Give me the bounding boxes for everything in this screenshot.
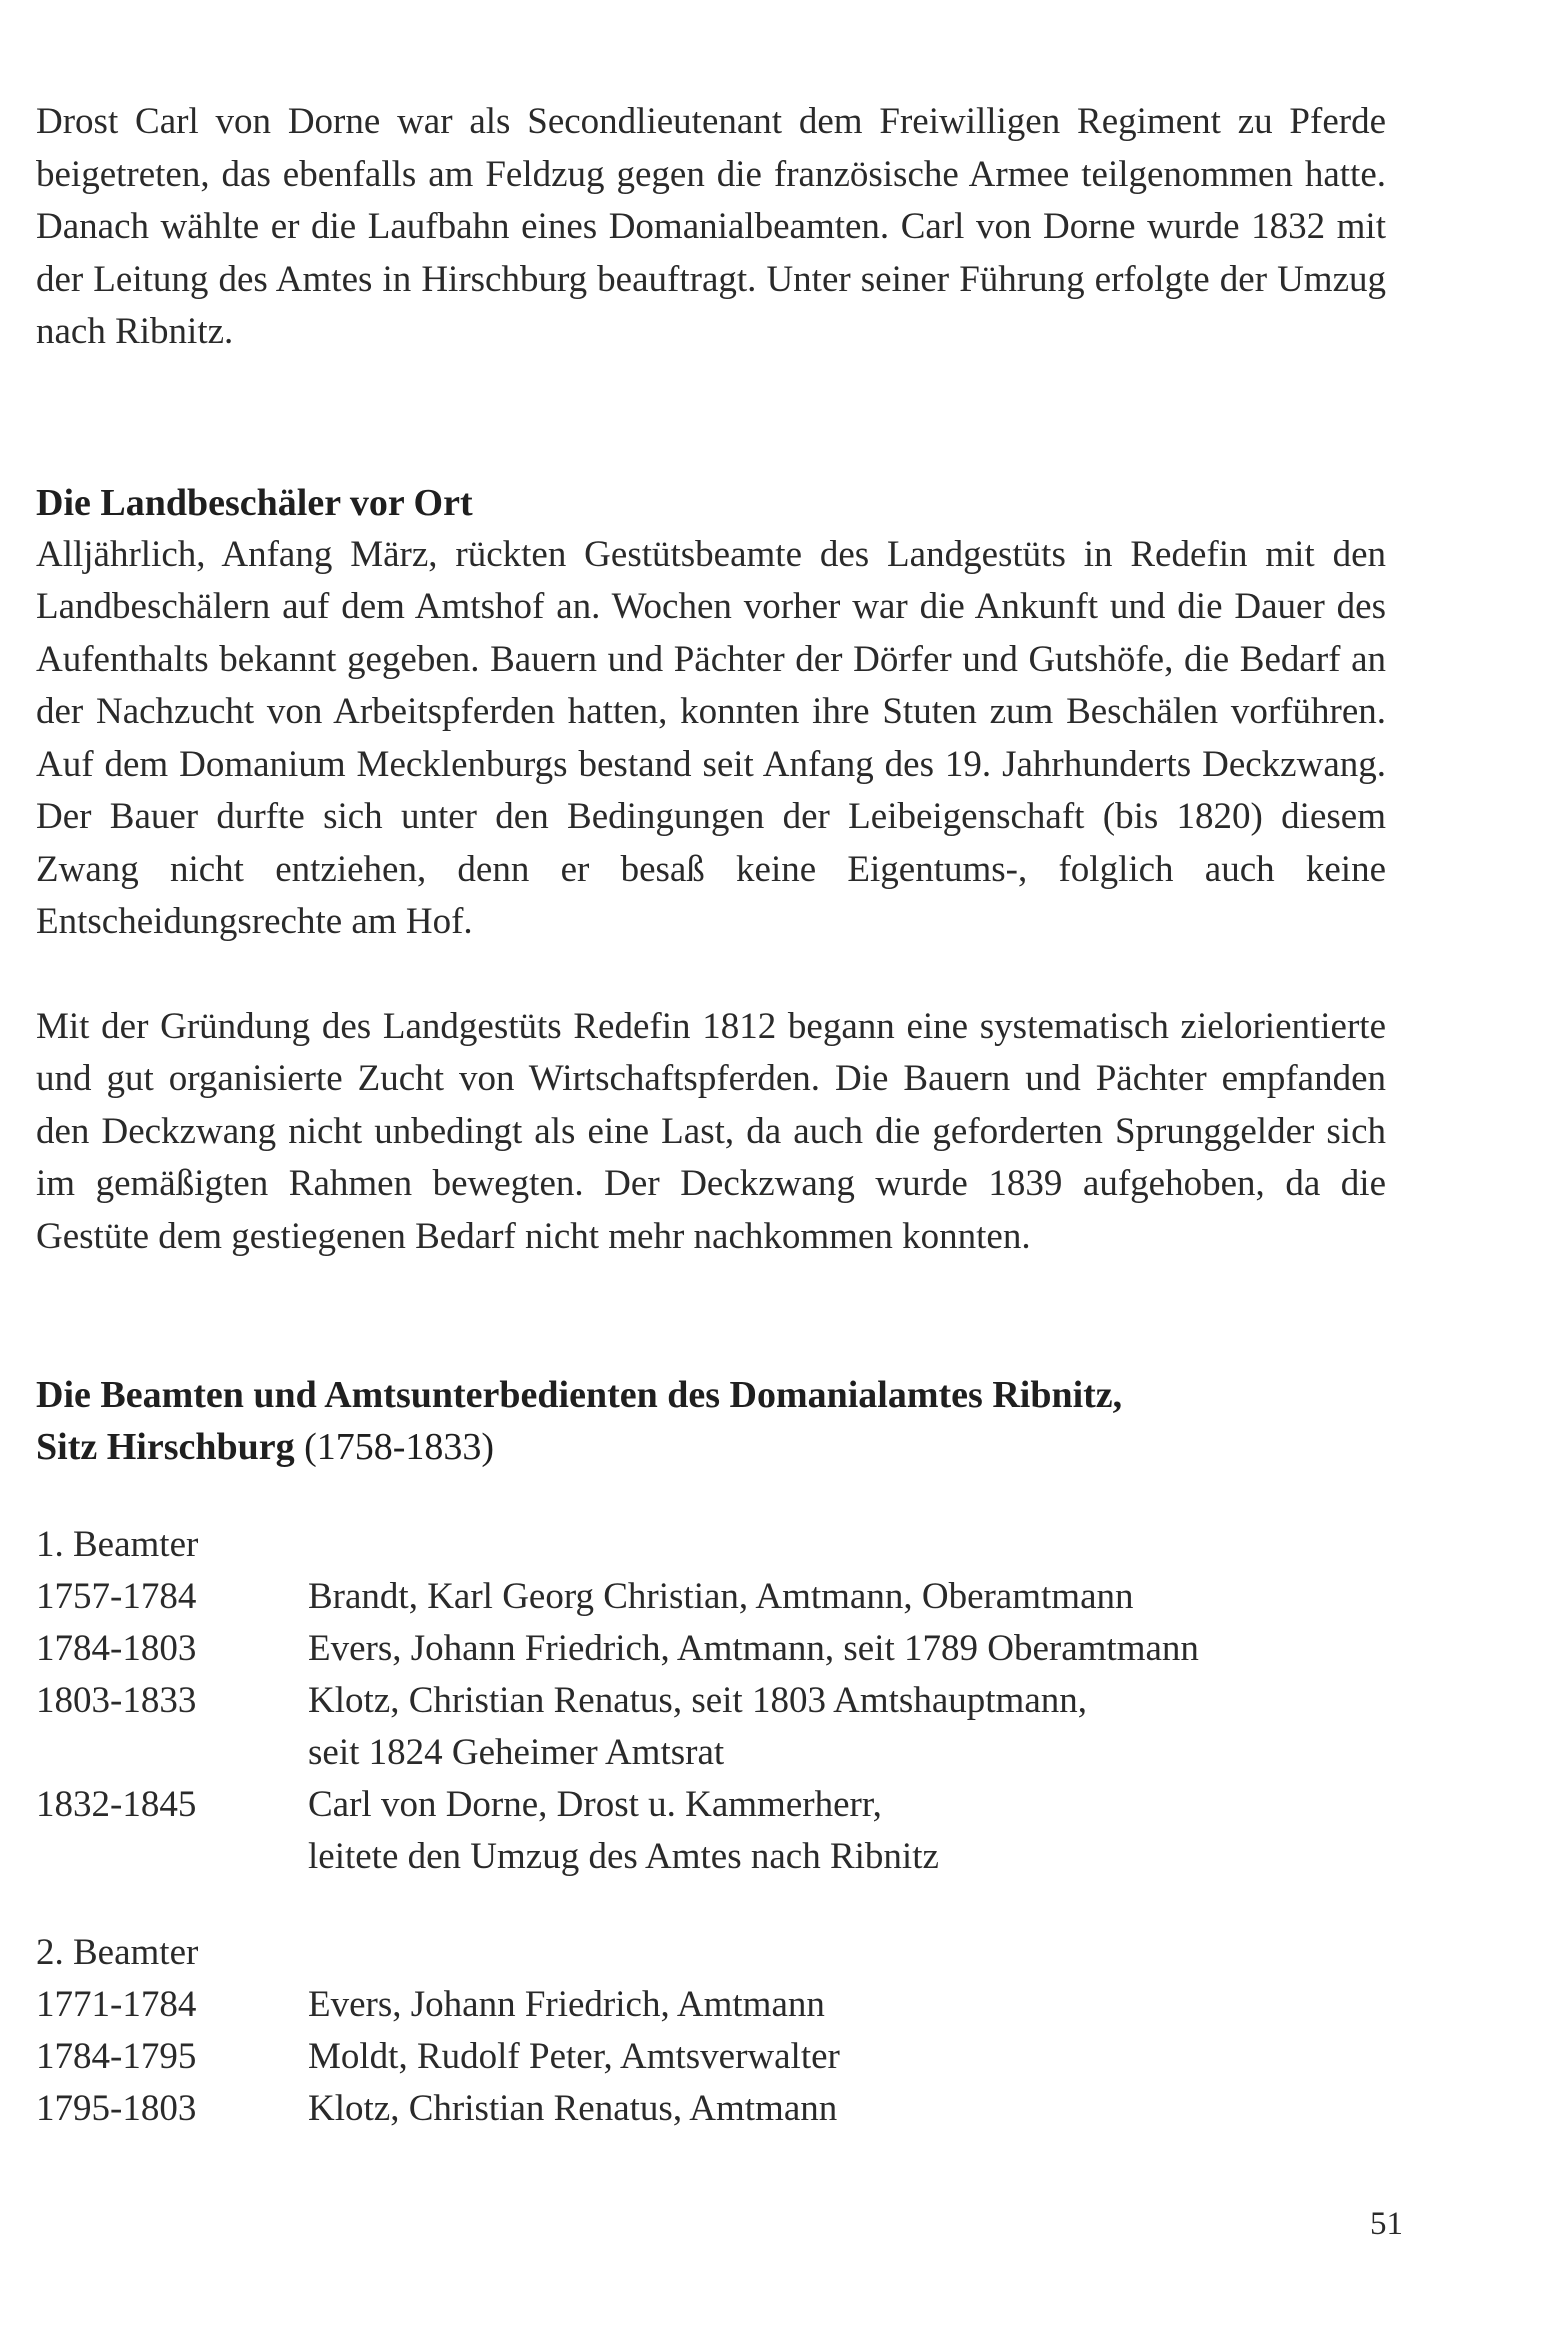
official-description	[308, 1779, 1386, 1883]
official-description	[308, 1675, 1386, 1779]
paragraph-landbeschaeler: Alljährlich, Anfang März, rückten Gestütsbeamte des Landgestüts in Redefin mit den Landbeschälern auf dem Amtshof an. Wochen vorher war die Ankunft und die Dauer des Aufenthalts bekannt gegeben. Bauern und Pächter der Dörfer und Gutshöfe, die Bedarf an der Nachzucht von Arbeitspferden hatten, konnten ihre Stuten zum Beschälen vorführen. Auf dem Domanium Mecklenburgs bestand seit Anfang des 19. Jahrhunderts Deckzwang. Der Bauer durfte sich unter den Bedingungen der Leibeigenschaft (bis 1820) diesem Zwang nicht entziehen, denn er besaß keine Eigentums-, folglich auch keine Entscheidungsrechte am Hof.	[36, 533, 1386, 942]
official-description	[308, 1979, 1386, 2031]
heading-beamten	[36, 1369, 1386, 1473]
official-description-line: Brandt, Karl Georg Christian, Amtmann, Oberamtmann	[308, 1576, 1134, 1617]
official-description	[308, 2083, 1386, 2135]
official-entry	[36, 1979, 1386, 2031]
page-number: 51	[1370, 2206, 1403, 2242]
paragraph-landgestuet-redefin: Mit der Gründung des Landgestüts Redefin 1812 begann eine systematisch zielorientierte und gut organisierte Zucht von Wirtschaftspferden. Die Bauern und Pächter empfanden den Deckzwang nicht unbedingt als eine Last, da auch die geforderten Sprunggelder sich im gemäßigten Rahmen bewegten. Der Deckzwang wurde 1839 aufgehoben, da die Gestüte dem gestiegenen Bedarf nicht mehr nachkommen konnten.	[36, 1005, 1386, 1257]
official-entry	[36, 1623, 1386, 1675]
official-description-line: Evers, Johann Friedrich, Amtmann	[308, 1984, 825, 2025]
official-description-line: Carl von Dorne, Drost u. Kammerherr,	[308, 1784, 882, 1825]
official-description-line: Moldt, Rudolf Peter, Amtsverwalter	[308, 2036, 840, 2077]
official-description	[308, 1623, 1386, 1675]
group-title: 2. Beamter	[36, 1932, 199, 1973]
official-years: 1832-1845	[36, 1784, 197, 1825]
official-description-line: leitete den Umzug des Amtes nach Ribnitz	[308, 1836, 939, 1877]
official-years: 1784-1795	[36, 2036, 197, 2077]
heading-beamten-line1: Die Beamten und Amtsunterbedienten des Domanialamtes Ribnitz,	[36, 1374, 1123, 1416]
group-title: 1. Beamter	[36, 1524, 199, 1565]
officials-group-1	[36, 1519, 1386, 1883]
official-years: 1803-1833	[36, 1680, 197, 1721]
official-entry	[36, 2031, 1386, 2083]
official-entry	[36, 2083, 1386, 2135]
official-description	[308, 1571, 1386, 1623]
heading-beamten-sitz: Sitz Hirschburg	[36, 1426, 295, 1468]
official-description-line: Klotz, Christian Renatus, Amtmann	[308, 2088, 838, 2129]
official-description-line: Klotz, Christian Renatus, seit 1803 Amtshauptmann,	[308, 1680, 1087, 1721]
official-years: 1757-1784	[36, 1576, 197, 1617]
heading-landbeschaeler: Die Landbeschäler vor Ort	[36, 481, 473, 524]
official-entry	[36, 1779, 1386, 1883]
official-entry	[36, 1571, 1386, 1623]
officials-group-2	[36, 1927, 1386, 2135]
page-content	[36, 96, 1386, 2135]
official-description	[308, 2031, 1386, 2083]
official-years: 1795-1803	[36, 2088, 197, 2129]
heading-beamten-years: (1758-1833)	[294, 1426, 495, 1468]
official-years: 1784-1803	[36, 1628, 197, 1669]
official-years: 1771-1784	[36, 1984, 197, 2025]
official-description-line: seit 1824 Geheimer Amtsrat	[308, 1732, 725, 1773]
official-description-line: Evers, Johann Friedrich, Amtmann, seit 1789 Oberamtmann	[308, 1628, 1199, 1669]
official-entry	[36, 1675, 1386, 1779]
paragraph-carl-von-dorne: Drost Carl von Dorne war als Secondlieutenant dem Freiwilligen Regiment zu Pferde beigetreten, das ebenfalls am Feldzug gegen die französische Armee teilgenommen hatte. Danach wählte er die Laufbahn eines Domanialbeamten. Carl von Dorne wurde 1832 mit der Leitung des Amtes in Hirschburg beauftragt. Unter seiner Führung erfolgte der Umzug nach Ribnitz.	[36, 101, 1386, 352]
